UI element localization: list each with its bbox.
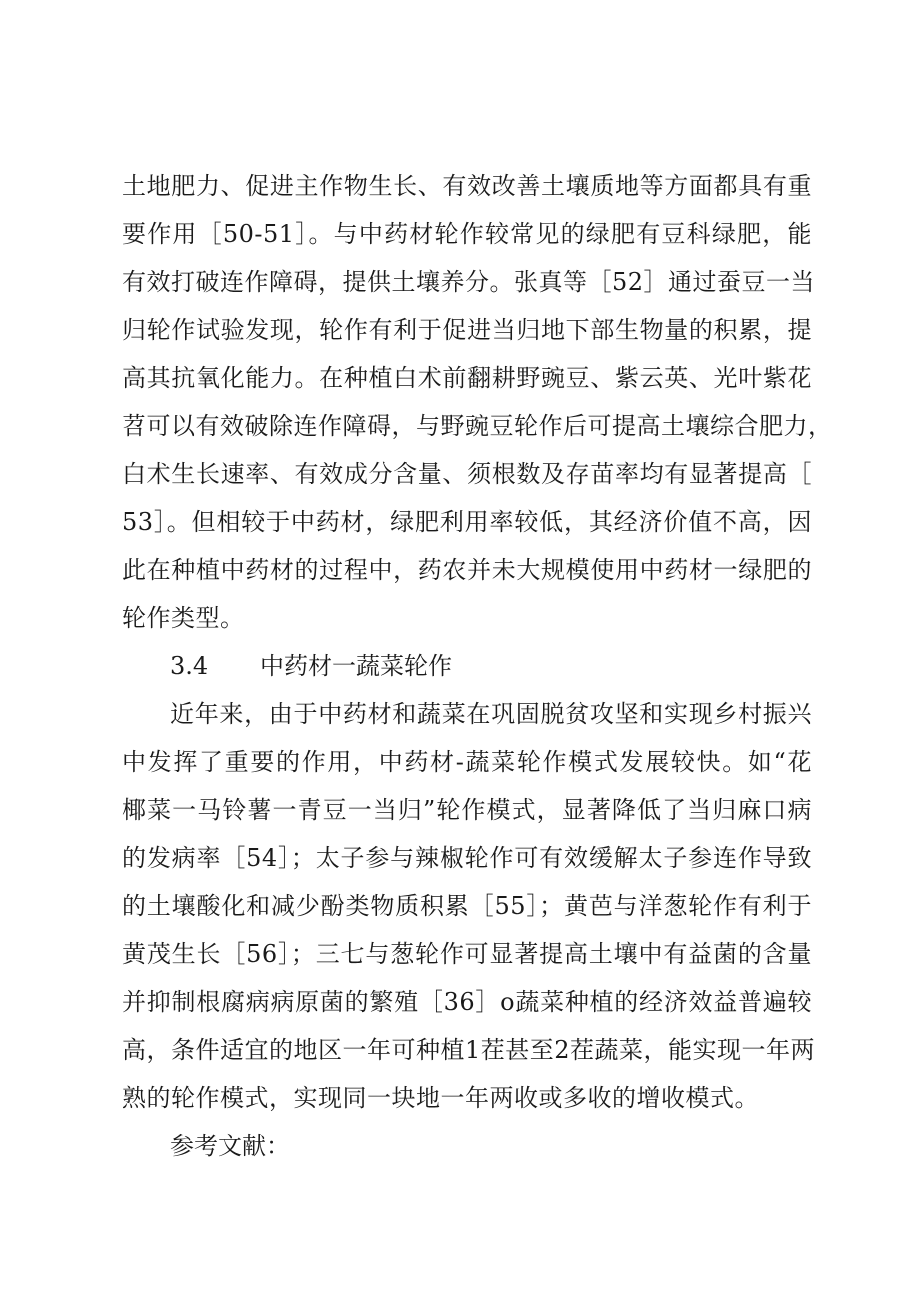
- paragraph-vegetable-rotation: [122, 690, 816, 1122]
- text-line: 此在种植中药材的过程中，药农并未大规模使用中药材一绿肥的: [122, 556, 812, 584]
- text-line: 归轮作试验发现，轮作有利于促进当归地下部生物量的积累，提: [122, 316, 812, 344]
- section-number: 3.4: [170, 652, 209, 680]
- text-line: 黄茂生长［56］；三七与葱轮作可显著提高土壤中有益菌的含量: [122, 940, 812, 968]
- section-title: 中药材一蔬菜轮作: [260, 652, 452, 680]
- references-label: 参考文献：: [170, 1132, 290, 1160]
- text-line: 的发病率［54］；太子参与辣椒轮作可有效缓解太子参连作导致: [122, 844, 812, 872]
- text-line: 并抑制根腐病病原菌的繁殖［36］o蔬菜种植的经济效益普遍较: [122, 988, 812, 1016]
- text-line: 苕可以有效破除连作障碍，与野豌豆轮作后可提高土壤综合肥力，: [122, 412, 833, 440]
- text-line: 轮作类型。: [122, 604, 245, 632]
- text-line: 要作用［50-51］。与中药材轮作较常见的绿肥有豆科绿肥，能: [122, 220, 812, 248]
- text-line: 中发挥了重要的作用，中药材-蔬菜轮作模式发展较快。如“花: [122, 748, 812, 776]
- text-line: 白术生长速率、有效成分含量、须根数及存苗率均有显著提高［: [122, 460, 812, 488]
- paragraph-green-manure: [122, 162, 833, 642]
- text-line: 高，条件适宜的地区一年可种植1茬甚至2茬蔬菜，能实现一年两: [122, 1036, 816, 1064]
- text-line: 熟的轮作模式，实现同一块地一年两收或多收的增收模式。: [122, 1084, 759, 1112]
- text-line: 椰菜一马铃薯一青豆一当归”轮作模式，显著降低了当归麻口病: [122, 796, 812, 824]
- text-line: 土地肥力、促进主作物生长、有效改善土壤质地等方面都具有重: [122, 172, 812, 200]
- text-line: 近年来，由于中药材和蔬菜在巩固脱贫攻坚和实现乡村振兴: [170, 700, 812, 728]
- text-line: 有效打破连作障碍，提供土壤养分。张真等［52］通过蚕豆一当: [122, 268, 816, 296]
- text-line: 高其抗氧化能力。在种植白术前翻耕野豌豆、紫云英、光叶紫花: [122, 364, 812, 392]
- body-text: [122, 162, 833, 1170]
- section-heading: [122, 642, 812, 690]
- text-line: 53］。但相较于中药材，绿肥利用率较低，其经济价值不高，因: [122, 508, 812, 536]
- text-line: 的土壤酸化和减少酚类物质积累［55］；黄芭与洋葱轮作有利于: [122, 892, 812, 920]
